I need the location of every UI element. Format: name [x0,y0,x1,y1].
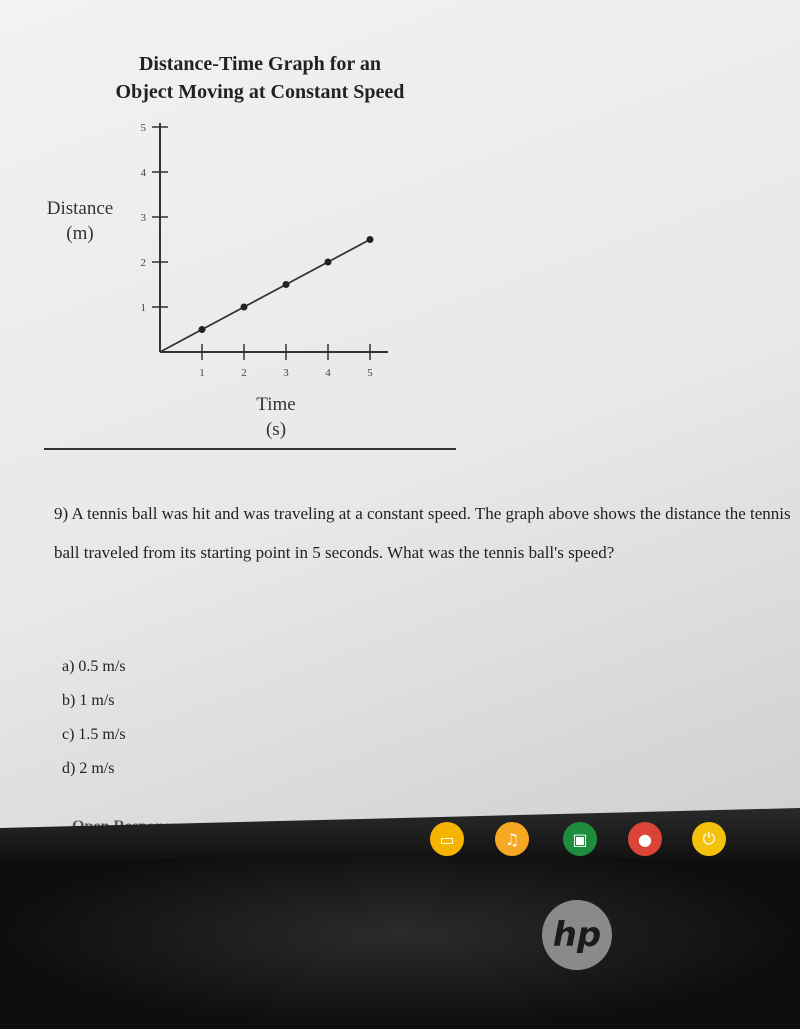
chart-title-line-2: Object Moving at Constant Speed [115,81,405,103]
option-d[interactable]: d) 2 m/s [62,760,115,777]
chrome-icon[interactable] [628,822,662,856]
x-tick-label: 4 [325,367,331,379]
keep-glyph: ▭ [439,829,455,849]
x-axis-label-unit: (s) [265,419,287,440]
question-text: 9) A tennis ball was hit and was traveling at a constant speed. The graph above shows the distance the tennis ball traveled from its starting point in 5 seconds. What was the tennis ball's speed? [54,504,791,562]
y-tick-label: 3 [140,212,146,224]
x-tick-label: 5 [367,367,373,379]
hp-logo-text: hp [552,915,602,955]
option-a[interactable]: a) 0.5 m/s [62,658,126,675]
power-glyph: ⏻ [702,829,716,848]
power-icon[interactable] [692,822,726,856]
x-tick-label: 3 [283,367,289,379]
data-point [199,326,206,333]
y-axis-label [30,196,130,246]
laptop-bezel [0,858,800,1029]
data-point [241,304,248,311]
classroom-icon[interactable] [563,822,597,856]
x-tick-label: 1 [199,367,205,379]
chrome-glyph: ● [638,829,652,849]
data-point [283,281,290,288]
x-axis-label [226,392,326,442]
option-b[interactable]: b) 1 m/s [62,692,115,709]
answer-options [62,650,126,786]
y-axis-label-name: Distance [46,198,114,219]
y-tick-label: 5 [140,122,146,134]
x-tick-label: 2 [241,367,247,379]
y-axis-label-unit: (m) [66,223,94,244]
distance-series-line [160,240,370,353]
keep-icon[interactable] [430,822,464,856]
option-c[interactable]: c) 1.5 m/s [62,726,126,743]
chart-title-line-1: Distance-Time Graph for an [138,53,382,75]
y-tick-label: 2 [140,257,146,269]
data-point [325,259,332,266]
y-tick-label: 4 [140,167,146,179]
divider-rule [44,448,456,450]
classroom-glyph: ▣ [572,829,588,849]
data-point [367,236,374,243]
play-music-icon[interactable] [495,822,529,856]
hp-logo [542,900,612,970]
x-axis-label-name: Time [256,394,296,415]
y-tick-label: 1 [140,302,146,314]
play-music-glyph: ♫ [504,829,520,849]
